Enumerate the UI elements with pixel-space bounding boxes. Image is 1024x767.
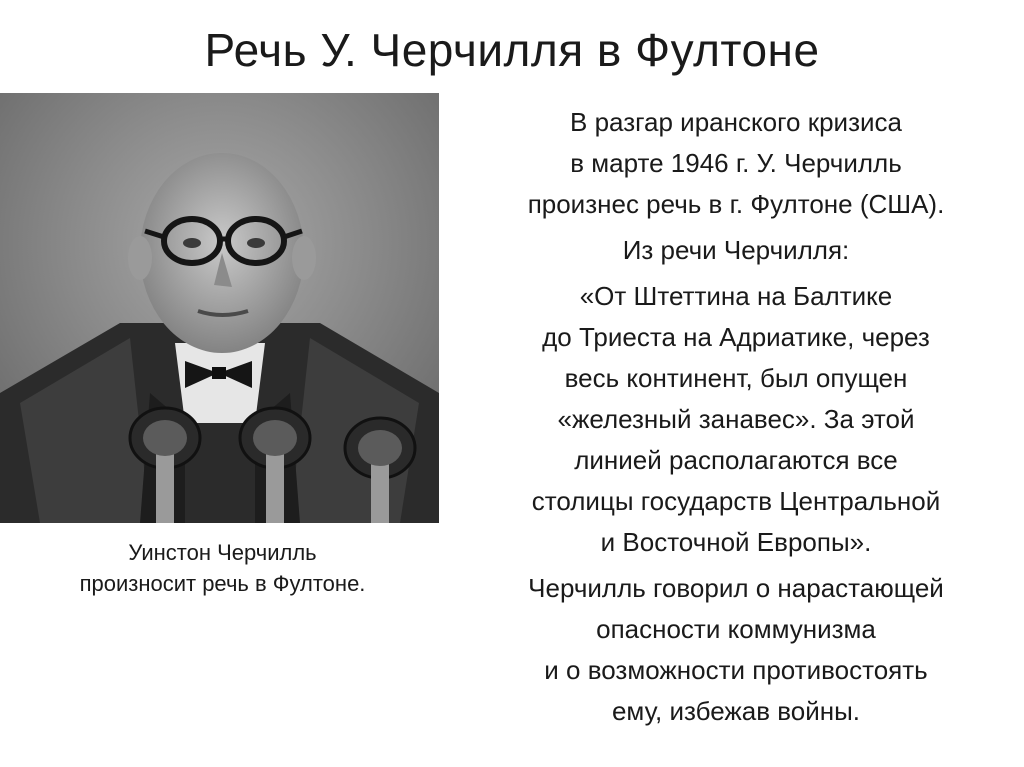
text-line: в марте 1946 г. У. Черчилль <box>570 148 902 178</box>
slide-title: Речь У. Черчилля в Фултоне <box>204 24 820 76</box>
churchill-photo <box>0 93 439 523</box>
text-line: Из речи Черчилля: <box>622 235 850 265</box>
quote-heading <box>448 230 1024 271</box>
text-line: и о возможности противостоять <box>544 655 928 685</box>
text-line: весь континент, был опущен <box>564 363 908 393</box>
text-line: опасности коммунизма <box>596 614 876 644</box>
text-line: «железный занавес». За этой <box>557 404 915 434</box>
text-line: «От Штеттина на Балтике <box>579 281 893 311</box>
text-line: линией располагаются все <box>574 445 898 475</box>
main-text <box>448 102 1024 737</box>
photo-caption <box>0 537 445 599</box>
text-line: ему, избежав войны. <box>611 696 861 726</box>
text-line: Черчилль говорил о нарастающей <box>528 573 944 603</box>
text-line: и Восточной Европы». <box>600 527 872 557</box>
quote-paragraph <box>448 276 1024 563</box>
text-line: столицы государств Центральной <box>531 486 941 516</box>
text-line: произнес речь в г. Фултоне (США). <box>527 189 945 219</box>
churchill-portrait-icon <box>0 93 439 523</box>
caption-line: Уинстон Черчилль <box>128 540 317 565</box>
text-line: В разгар иранского кризиса <box>570 107 902 137</box>
caption-line: произносит речь в Фултоне. <box>79 571 366 596</box>
intro-paragraph <box>448 102 1024 225</box>
text-line: до Триеста на Адриатике, через <box>542 322 930 352</box>
conclusion-paragraph <box>448 568 1024 732</box>
